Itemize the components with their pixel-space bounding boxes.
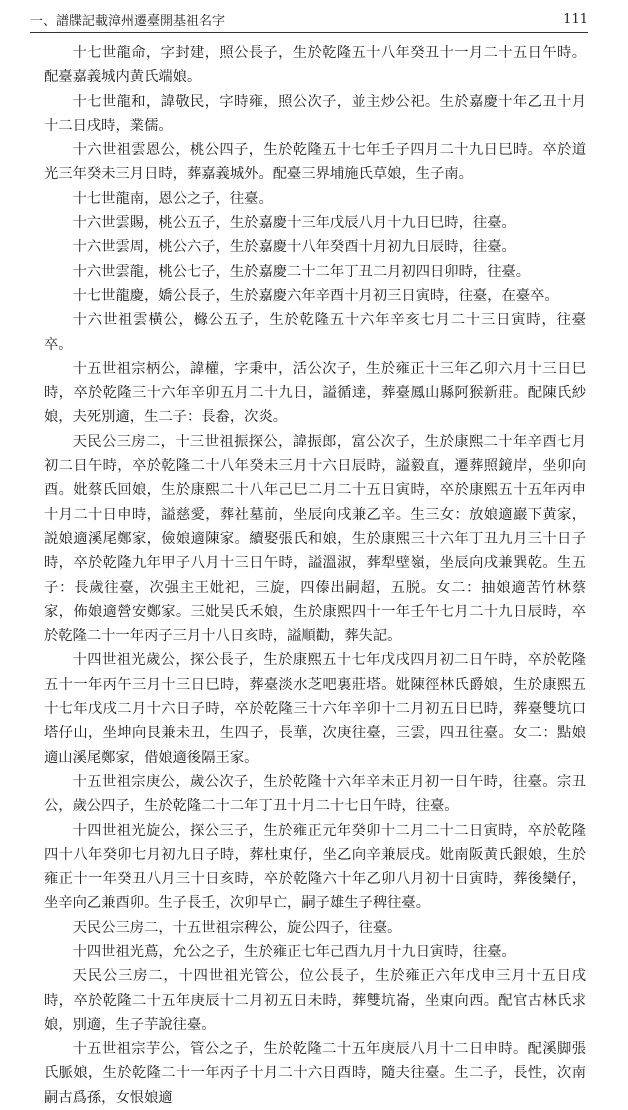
paragraph: 十四世祖光旋公，探公三子，生於雍正元年癸卯十二月二十二日寅時，卒於乾隆四十八年癸卯七月初九日子時，葬杜東仔，坐乙向辛兼辰戌。妣南阪黄氏銀娘，生於雍正十一年癸丑八月三十日亥時，卒於乾隆六十年乙卯八月初十日寅時，葬後欒仔，坐辛向乙兼酉卯。生子長壬，次卯早亡，嗣子雄生子稗往臺。 [44, 822, 586, 912]
paragraph: 十七世龍和，諱敬民，字時雍，照公次子，並主炒公祀。生於嘉慶十年乙丑十月十二日戌時，業儒。 [44, 93, 586, 134]
paragraph: 十四世祖光蔦，允公之子，生於雍正七年己酉九月十九日寅時，往臺。 [72, 943, 516, 960]
paragraph: 十六世雲賜，桃公五子，生於嘉慶十三年戊辰八月十九日巳時，往臺。 [72, 215, 516, 232]
paragraph: 十六世雲龍，桃公七子，生於嘉慶二十二年丁丑二月初四日卯時，往臺。 [72, 263, 531, 280]
paragraph: 十六世雲周，桃公六子，生於嘉慶十八年癸酉十月初九日辰時，往臺。 [72, 239, 516, 256]
chapter-title: 一、譜牒記載漳州遷臺開基祖名字 [30, 13, 226, 29]
paragraph: 十六世祖雲橫公，櫞公五子，生於乾隆五十六年辛亥七月二十三日寅時，往臺卒。 [44, 312, 586, 353]
paragraph: 十七世龍慶，嬌公長子，生於嘉慶六年辛酉十月初三日寅時，往臺，在臺卒。 [72, 287, 559, 304]
paragraph: 十四世祖光歲公，探公長子，生於康熙五十七年戊戌四月初二日午時，卒於乾隆五十一年丙午三月十三日巳時，葬臺淡水芝吧裏莊塔。妣陳徑林氏爵娘，生於康熙五十七年戊戌二月十六日子時，卒於乾隆三十六年辛卯十二月初五日巳時，葬臺雙坑口塔仔山，坐坤向艮兼未丑，生四子，長華，次庚往臺，三雲，四丑往臺。女二：點娘適山溪尾鄭家，借娘適後隔王家。 [44, 652, 586, 766]
page-number: 111 [563, 11, 588, 27]
page-body [44, 41, 586, 1110]
paragraph: 十五世祖宗芋公，管公之子，生於乾隆二十五年庚辰八月十二日申時。配溪脚張氏脈娘，生於乾隆二十一年丙子十月二十六日酉時，隨夫往臺。生二子，長性，次南嗣古爲孫，女恨娘適 [44, 1041, 586, 1106]
paragraph: 天民公三房二，十四世祖光管公，位公長子，生於雍正六年戊申三月十五日戌時，卒於乾隆二十五年庚辰十二月初五日未時，葬雙坑崙，坐東向西。配官古林氏求娘，別適，生子芋說往臺。 [44, 968, 586, 1033]
paragraph: 十七世龍南，恩公之子，往臺。 [72, 190, 273, 207]
paragraph: 十五世祖宗庚公，歲公次子，生於乾隆十六年辛未正月初一日午時，往臺。宗丑公，歲公四子，生於乾隆二十二年丁丑十月二十七日午時，往臺。 [44, 773, 586, 815]
paragraph: 十七世龍命，字封建，照公長子，生於乾隆五十八年癸丑十一月二十五日午時。配臺嘉義城内黄氏端娘。 [44, 45, 586, 86]
header-rule [30, 32, 588, 33]
paragraph: 天民公三房二，十三世祖振探公，諱振郎，富公次子，生於康熙二十年辛酉七月初二日午時，卒於乾隆二十八年癸未三月十六日辰時，謚毅直，遷葬照鏡岸，坐卯向酉。妣蔡氏回娘，生於康熙二十八年己巳二月二十五日寅時，卒於康熙五十五年丙申十月二十日申時，謚慈愛，葬社墓前，坐辰向戌兼乙辛。生三女：放娘適巖下黄家，説娘適溪尾鄭家，儉娘適陳家。續娶張氏和娘，生於康熙三十六年丁丑九月三十日子時，卒於乾隆九年甲子八月十三日午時，謚溫淑，葬犁壁嶺，坐辰向戌兼巽乾。生五子：長歲往臺，次强主王妣祀，三旋，四傣出嗣超，五脱。女二：抽娘適苦竹林蔡家，佈娘適營安鄭家。三妣吴氏禾娘，生於康熙四十一年壬午七月二十九日辰時，卒於乾隆二十一年丙子三月十八日亥時，謚順勸，葬失記。 [44, 433, 586, 645]
paragraph: 天民公三房二，十五世祖宗稗公，旋公四子，往臺。 [72, 919, 402, 936]
paragraph: 十五世祖宗柄公，諱權，字秉中，活公次子，生於雍正十三年乙卯六月十三日巳時，卒於乾隆三十六年辛卯五月二十九日，謚循達，葬臺鳳山縣阿猴新莊。配陳氏紗娘，夫死別適，生二子：長畚，次炎。 [44, 360, 586, 426]
running-header [30, 8, 588, 30]
paragraph: 十六世祖雲恩公，桃公四子，生於乾隆五十七年壬子四月二十九日巳時。卒於道光三年癸未三月日時，葬嘉義城外。配臺三界埔施氏草娘，生子南。 [44, 142, 586, 183]
